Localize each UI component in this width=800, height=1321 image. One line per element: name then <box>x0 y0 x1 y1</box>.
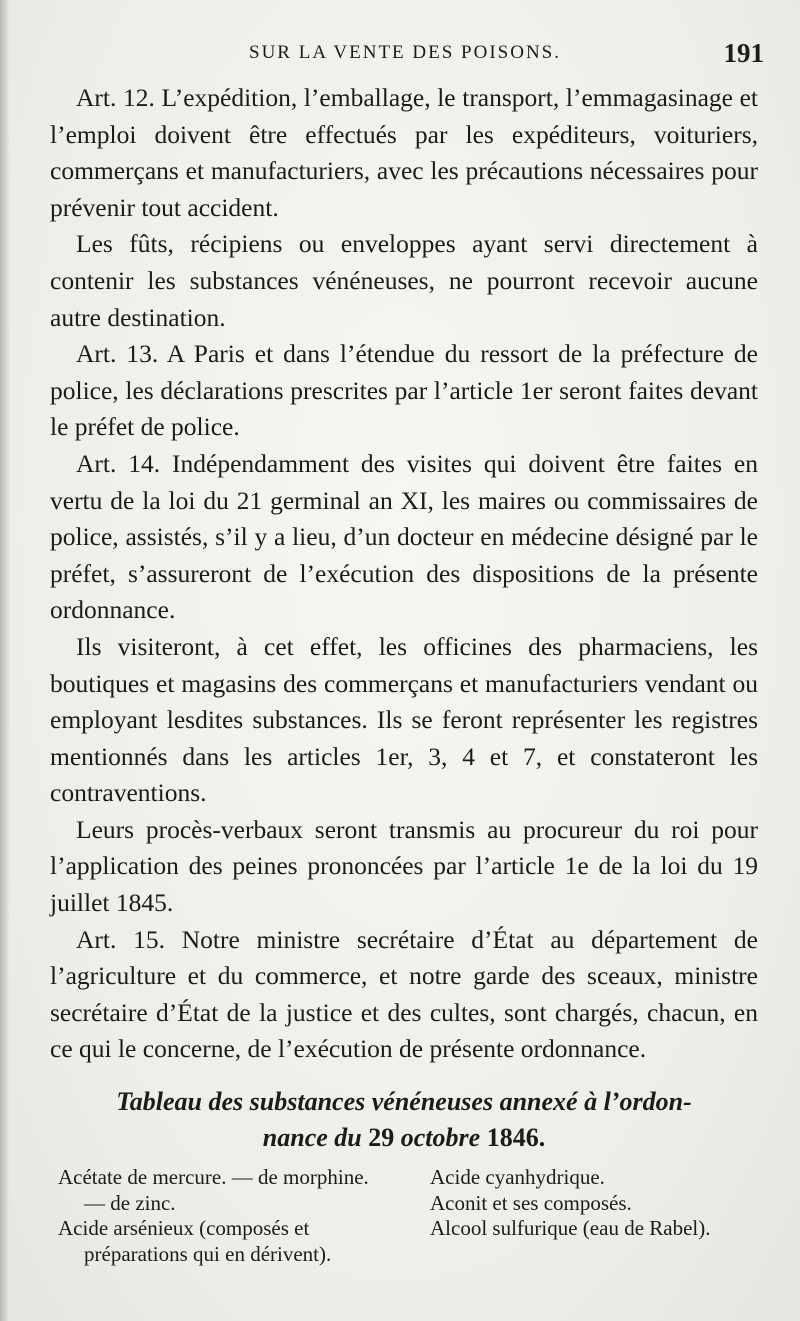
table-title-year: 1846. <box>480 1123 546 1152</box>
paragraph-art-13: Art. 13. A Paris et dans l’étendue du ressort de la préfecture de police, les déclarations prescrites par l’article 1er seront faites devant le préfet de police. <box>50 339 758 442</box>
substances-right-column <box>430 1165 760 1242</box>
paragraph-art-12: Art. 12. L’expédition, l’emballage, le transport, l’emmagasinage et l’emploi doivent être effectués par les expéditeurs, voituriers, commerçans et manufacturiers, avec les précautions nécessaires pour prévenir tout accident. <box>50 83 758 222</box>
substances-left-column <box>58 1165 378 1267</box>
table-title-day: 29 <box>361 1123 401 1152</box>
body-text <box>50 80 758 1068</box>
table-title-month: octobre <box>400 1123 481 1152</box>
paragraph-visites: Ils visiteront, à cet effet, les officines des pharmaciens, les boutiques et magasins des commerçans et manufacturiers vendant ou employant lesdites substances. Ils se feront représenter les registres mentionnés dans les articles 1er, 3, 4 et 7, et constateront les contraventions. <box>50 631 758 808</box>
page-binding-edge <box>0 0 10 1321</box>
paragraph-art-15: Art. 15. Notre ministre secrétaire d’État au département de l’agriculture et du commerce, et notre garde des sceaux, ministre secrétaire d’État de la justice et des cultes, sont chargés, chacun, en ce qui le concerne, de l’exécution de présente ordonnance. <box>50 924 758 1064</box>
list-item: Acide arsénieux (composés et préparations qui en dérivent). <box>58 1216 332 1266</box>
page-header <box>40 38 770 70</box>
table-title-nance: nance du <box>262 1123 362 1152</box>
table-title-line-1: Tableau des substances vénéneuses annexé à l’ordon- <box>116 1087 692 1116</box>
list-item: Acide cyanhydrique. <box>430 1165 605 1189</box>
table-title-line-2 <box>50 1120 758 1156</box>
paragraph-art-14: Art. 14. Indépendamment des visites qui doivent être faites en vertu de la loi du 21 germinal an XI, les maires ou commissaires de police, assistés, s’il y a lieu, d’un docteur en médecine désigné par le préfet, s’assureront de l’exécution des dispositions de la présente ordonnance. <box>50 448 758 625</box>
running-head: SUR LA VENTE DES POISONS. <box>249 42 561 63</box>
paragraph-proces-verbaux: Leurs procès-verbaux seront transmis au procureur du roi pour l’application des peines prononcées par l’article 1e de la loi du 19 juillet 1845. <box>50 814 758 918</box>
list-item: Acétate de mercure. — de morphine. — de zinc. <box>58 1165 369 1215</box>
table-title <box>50 1084 758 1156</box>
list-item: Aconit et ses composés. <box>430 1190 632 1215</box>
page-number: 191 <box>723 38 764 68</box>
list-item: Alcool sulfurique (eau de Rabel). <box>430 1216 711 1240</box>
paragraph-futs: Les fûts, récipiens ou enveloppes ayant servi directement à contenir les substances vénéneuses, ne pourront recevoir aucune autre destination. <box>50 229 758 332</box>
